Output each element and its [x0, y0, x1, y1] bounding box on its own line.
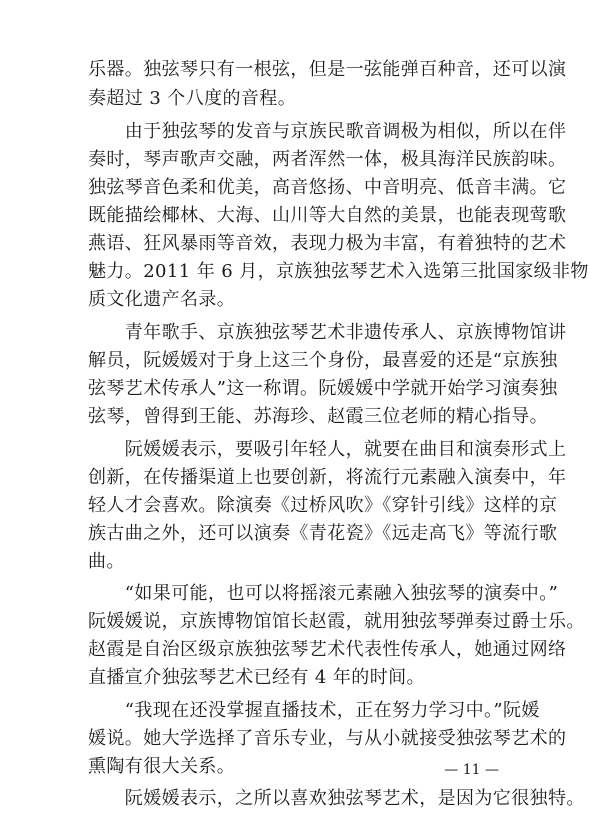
page-number: — 11 —: [444, 762, 499, 778]
body-line: “如果可能，也可以将摇滚元素融入独弦琴的演奏中。”: [88, 583, 559, 604]
body-line: 弦琴，曾得到王能、苏海珍、赵霞三位老师的精心指导。: [88, 406, 548, 427]
body-line: 独弦琴音色柔和优美，高音悠扬、中音明亮、低音丰满。它: [88, 177, 567, 198]
body-line: 媛说。她大学选择了音乐专业，与从小就接受独弦琴艺术的: [88, 728, 567, 749]
body-line: 乐器。独弦琴只有一根弦，但是一弦能弹百种音，还可以演: [88, 59, 567, 80]
body-line: 质文化遗产名录。: [88, 289, 236, 310]
body-line: 奏时，琴声歌声交融，两者浑然一体，极具海洋民族韵味。: [88, 149, 567, 170]
body-line: 解员，阮媛媛对于身上这三个身份，最喜爱的还是“京族独: [88, 350, 558, 371]
body-line: 奏超过 3 个八度的音程。: [88, 88, 297, 109]
body-line: 阮媛媛说，京族博物馆馆长赵霞，就用独弦琴弹奏过爵士乐。: [88, 611, 585, 632]
body-line: 由于独弦琴的发音与京族民歌音调极为相似，所以在伴: [88, 121, 567, 142]
body-line: 曲。: [88, 551, 125, 572]
body-line: 赵霞是自治区级京族独弦琴艺术代表性传承人，她通过网络: [88, 639, 567, 660]
body-line: 阮媛媛表示，要吸引年轻人，就要在曲目和演奏形式上: [88, 439, 567, 460]
body-line: 燕语、狂风暴雨等音效，表现力极为丰富，有着独特的艺术: [88, 233, 567, 254]
body-line: 轻人才会喜欢。除演奏《过桥风吹》《穿针引线》这样的京: [88, 495, 558, 516]
body-line: 阮媛媛表示，之所以喜欢独弦琴艺术，是因为它很独特。: [88, 788, 585, 809]
body-line: “我现在还没掌握直播技术，正在努力学习中。”阮媛: [88, 700, 540, 721]
body-line: 弦琴艺术传承人”这一称谓。阮媛媛中学就开始学习演奏独: [88, 378, 558, 399]
body-line: 直播宣介独弦琴艺术已经有 4 年的时间。: [88, 667, 425, 688]
body-line: 族古曲之外，还可以演奏《青花瓷》《远走高飞》等流行歌: [88, 523, 558, 544]
body-line: 熏陶有很大关系。: [88, 756, 236, 777]
body-line: 青年歌手、京族独弦琴艺术非遗传承人、京族博物馆讲: [88, 322, 567, 343]
body-line: 魅力。2011 年 6 月，京族独弦琴艺术入选第三批国家级非物: [88, 261, 589, 282]
body-line: 创新，在传播渠道上也要创新，将流行元素融入演奏中，年: [88, 467, 567, 488]
body-line: 既能描绘椰林、大海、山川等大自然的美景，也能表现莺歌: [88, 205, 567, 226]
